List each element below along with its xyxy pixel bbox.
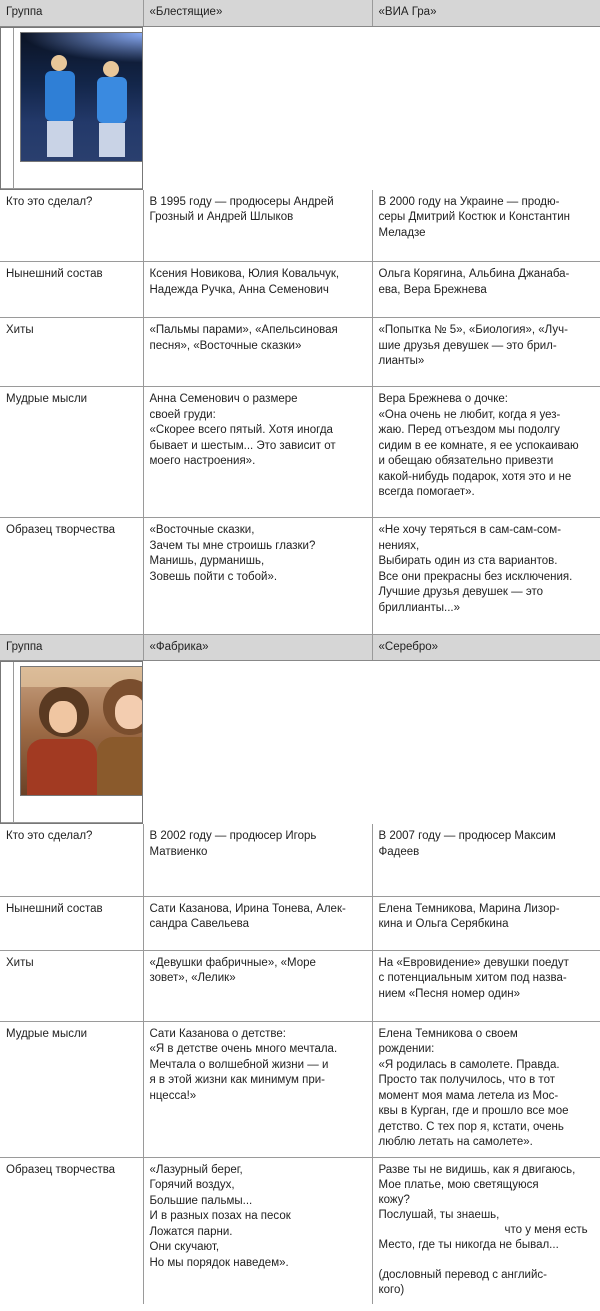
cell-text: Ольга Корягина, Альбина Джанаба- ева, Вера Брежнева	[372, 262, 600, 318]
row-label: Мудрые мысли	[0, 387, 143, 518]
row-label: Образец творчества	[0, 518, 143, 635]
cell-text: «Пальмы парами», «Апельсиновая песня», «Восточные сказки»	[143, 318, 372, 387]
table-row	[0, 518, 600, 635]
empty-cell	[1, 662, 14, 823]
table-row	[0, 262, 600, 318]
cell-text: «Девушки фабричные», «Море зовет», «Лелик»	[143, 950, 372, 1021]
cell-text: В 1995 году — продюсеры Андрей Грозный и Андрей Шлыков	[143, 190, 372, 262]
cell-text: Ксения Новикова, Юлия Ковальчук, Надежда Ручка, Анна Семенович	[143, 262, 372, 318]
table-row	[0, 190, 600, 262]
photo-row	[0, 27, 143, 190]
group-name: «Серебро»	[372, 635, 600, 661]
cell-text: В 2000 году на Украине — продю- серы Дмитрий Костюк и Константин Меладзе	[372, 190, 600, 262]
empty-cell	[1, 28, 14, 189]
row-label: Хиты	[0, 318, 143, 387]
group-photo-blestyashchie	[20, 32, 143, 162]
table-row	[0, 1021, 600, 1157]
cell-text: Елена Темникова, Марина Лизор- кина и Ольга Серябкина	[372, 896, 600, 950]
cell-text: В 2007 году — продюсер Максим Фадеев	[372, 824, 600, 896]
cell-text: «Лазурный берег, Горячий воздух, Большие пальмы... И в разных позах на песок Ложатся парни. Они скучают, Но мы порядок наведем».	[143, 1157, 372, 1304]
photo-row	[0, 661, 143, 824]
cell-text: Анна Семенович о размере своей груди: «Скорее всего пятый. Хотя иногда бывает и шестым... Это зависит от моего настроения».	[143, 387, 372, 518]
row-label: Образец творчества	[6, 1163, 116, 1176]
row-label: Нынешний состав	[0, 896, 143, 950]
group-header-row	[0, 0, 600, 26]
row-label: Хиты	[0, 950, 143, 1021]
table-row	[0, 1157, 600, 1304]
group-name: «Блестящие»	[143, 0, 372, 26]
row-label: Кто это сделал?	[0, 824, 143, 896]
group-header-row	[0, 635, 600, 661]
cell-text: В 2002 году — продюсер Игорь Матвиенко	[143, 824, 372, 896]
cell-text: Сати Казанова, Ирина Тонева, Алек- сандра Савельева	[143, 896, 372, 950]
group-name: «Фабрика»	[143, 635, 372, 661]
table-row	[0, 950, 600, 1021]
row-label: Нынешний состав	[0, 262, 143, 318]
group-label: Группа	[0, 0, 143, 26]
cell-text: «Не хочу теряться в сам-сам-сом- нениях, Выбирать один из ста вариантов. Все они прекрасны без исключения. Лучшие друзья девушек — это бриллианты...»	[372, 518, 600, 635]
cell-text: Сати Казанова о детстве: «Я в детстве очень много мечтала. Мечтала о волшебной жизни — и я в этой жизни как минимум при- нцесса!»	[143, 1021, 372, 1157]
group-label: Группа	[0, 635, 143, 661]
table-row	[0, 387, 600, 518]
group-photo-fabrika	[20, 666, 143, 796]
table-row	[0, 896, 600, 950]
cell-text: «Восточные сказки, Зачем ты мне строишь глазки? Манишь, дурманишь, Зовешь пойти с тобой».	[143, 518, 372, 635]
table-row	[0, 824, 600, 896]
cell-text: Елена Темникова о своем рождении: «Я родилась в самолете. Правда. Просто так получилось, что в тот момент моя мама летела из Мос- квы в Курган, где и прошло все мое детство. С тех пор я, кстати, очень люблю летать на самолете».	[372, 1021, 600, 1157]
group-name: «ВИА Гра»	[372, 0, 600, 26]
cell-text: На «Евровидение» девушки поедут с потенциальным хитом под назва- нием «Песня номер один»	[372, 950, 600, 1021]
row-label: Кто это сделал?	[0, 190, 143, 262]
cell-text: Разве ты не видишь, как я двигаюсь, Мое платье, мою светящуюся кожу? Послушай, ты знаешь, что у меня есть Место, где ты никогда не бывал... (дословный перевод с английс- кого)	[372, 1157, 600, 1304]
row-label: Мудрые мысли	[0, 1021, 143, 1157]
table-row	[0, 318, 600, 387]
cell-text: Вера Брежнева о дочке: «Она очень не любит, когда я уез- жаю. Перед отъездом мы подолгу сидим в ее комнате, я ее успокаиваю и обещаю обязательно привезти какой-нибудь подарок, хотя это и не всегда помогает».	[372, 387, 600, 518]
cell-text: «Попытка № 5», «Биология», «Луч- шие друзья девушек — это брил- лианты»	[372, 318, 600, 387]
